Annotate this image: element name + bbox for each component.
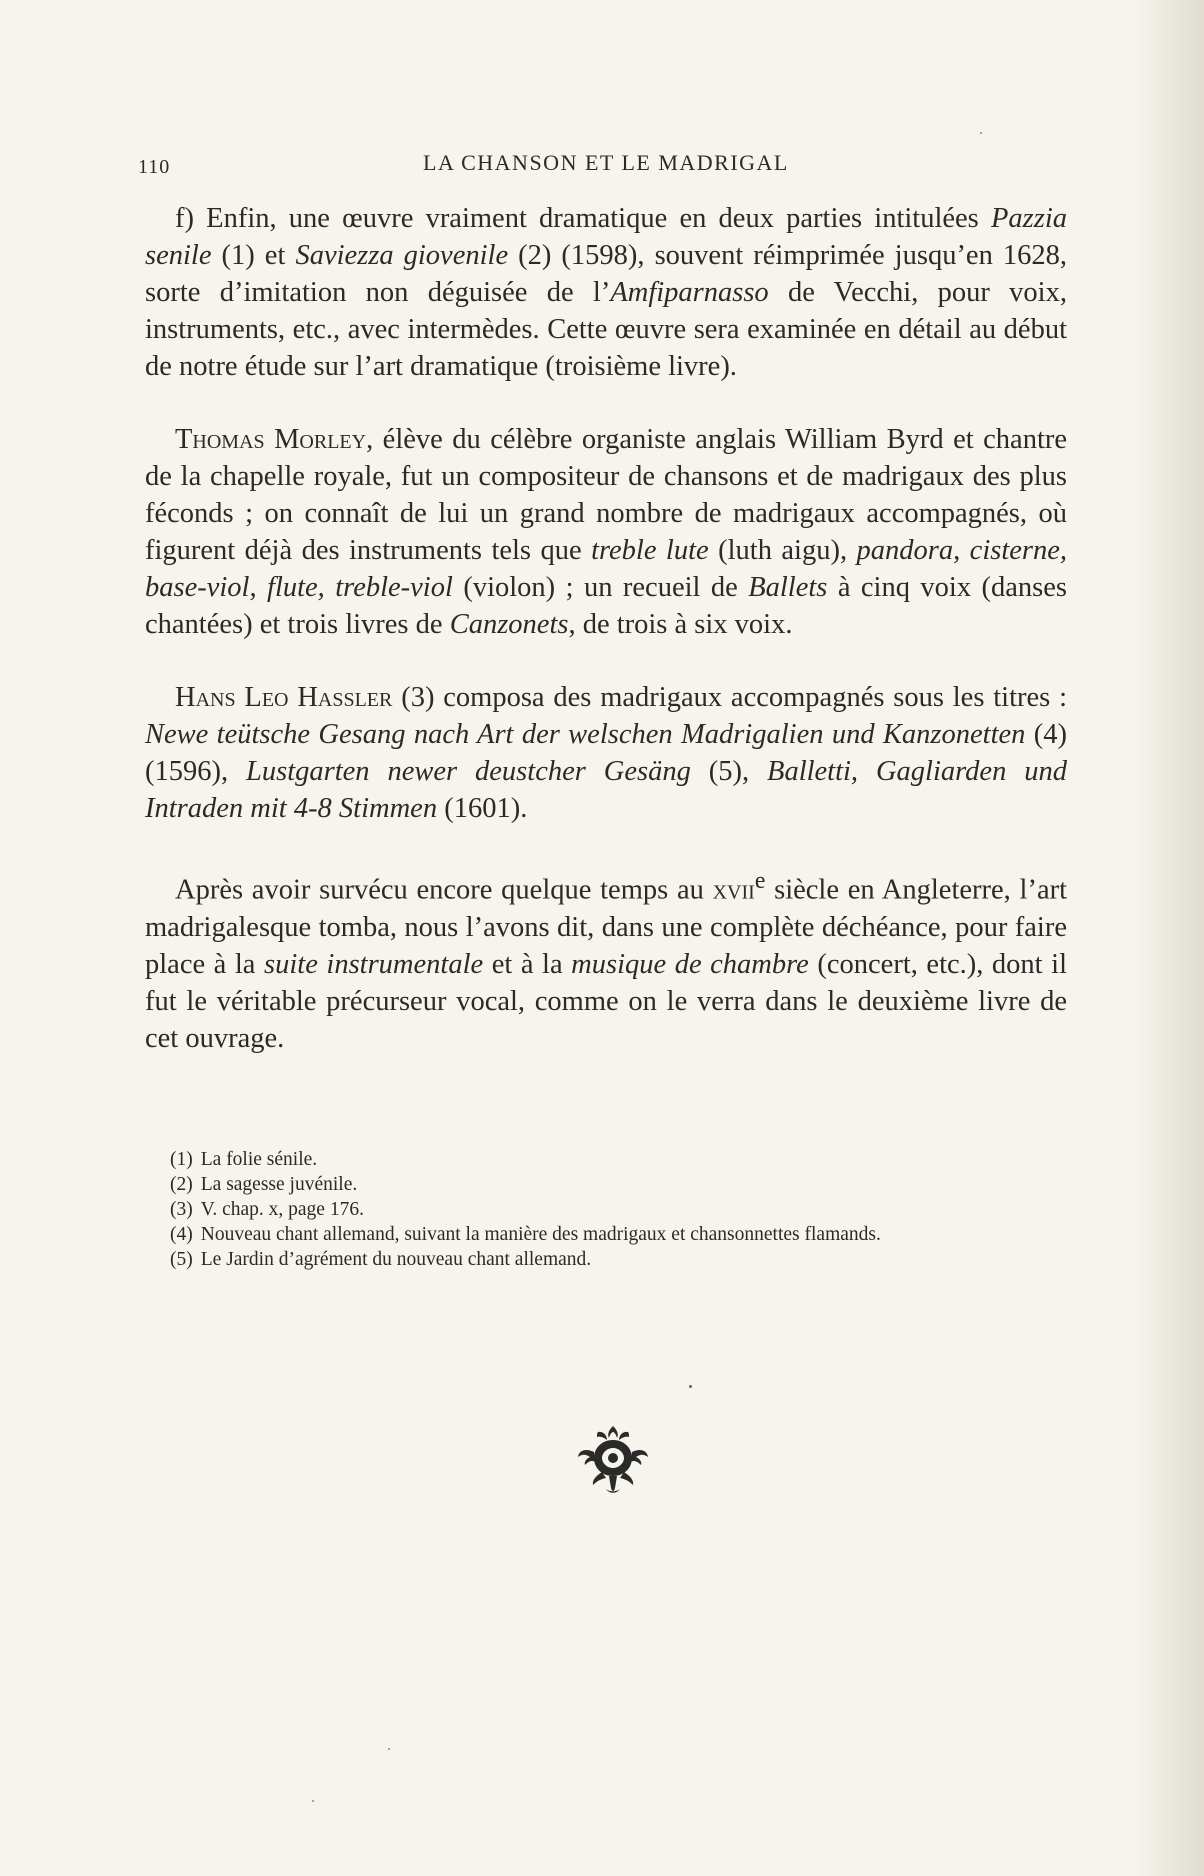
footnote-text: La sagesse juvénile. (200, 1174, 358, 1195)
work-title: Canzonets (449, 609, 569, 640)
work-title: Ballets (748, 572, 828, 603)
paragraph-f-enfin (145, 200, 1067, 385)
footnotes (170, 1147, 1070, 1272)
text-run: (violon) ; un recueil de (452, 572, 749, 603)
fleuron-ornament-icon (576, 1422, 650, 1498)
text-run: (concert, etc.), dont il fut le véritable précurseur vocal, comme on le verra dans le deuxième livre de cet ouvrage. (145, 948, 1067, 1054)
main-text (145, 200, 1067, 1093)
work-title: Amfiparnasso (610, 277, 769, 308)
footnote (170, 1197, 1070, 1222)
work-title: Balletti, Gagliarden und Intraden mit 4-8 Stimmen (145, 756, 1067, 824)
work-title: Lustgarten newer deustcher Gesäng (246, 756, 691, 787)
paragraph-apres (145, 863, 1067, 1057)
speck (312, 1800, 314, 1802)
text-run: (luth aigu), (708, 535, 857, 566)
footnote (170, 1222, 1070, 1247)
text-run: (1601). (437, 793, 528, 824)
text-run: (2) (1598), souvent réimprimée jusqu’en 1628, sorte d’imitation non déguisée de l’ (145, 240, 1067, 308)
text-run: , élève du célèbre organiste anglais William Byrd et chantre de la chapelle royale, fut un compositeur de chansons et de madrigaux des plus féconds ; on connaît de lui un grand nombre de madrigaux accompagnés, où figurent déjà des instruments tels que (145, 424, 1067, 566)
text-run: Après avoir survécu encore quelque temps au (175, 874, 713, 906)
text-run: , de trois à six voix. (568, 609, 793, 640)
footnote-text: Nouveau chant allemand, suivant la manière des madrigaux et chansonnettes flamands. (200, 1224, 881, 1245)
footnote-text: V. chap. x, page 176. (200, 1199, 364, 1220)
footnote-number: (1) (170, 1149, 193, 1170)
footnote-text: La folie sénile. (200, 1149, 318, 1170)
footnote-number: (2) (170, 1174, 193, 1195)
page-number: 110 (138, 156, 171, 178)
text-run: f) Enfin, une œuvre vraiment dramatique en deux parties intitulées (175, 203, 991, 234)
speck (980, 132, 982, 134)
work-title: Saviezza giovenile (295, 240, 509, 271)
page-edge-shadow (1134, 0, 1204, 1876)
paragraph-morley (145, 421, 1067, 643)
text-run: de Vecchi, pour voix, instruments, etc., avec intermèdes. Cette œuvre sera examinée en détail au début de notre étude sur l’art dramatique (troisième livre). (145, 277, 1067, 382)
paragraph-hassler (145, 679, 1067, 827)
instrument-name: treble lute (591, 535, 709, 566)
composer-name: Hans Leo Hassler (175, 682, 393, 713)
text-run: à cinq voix (danses chantées) et trois livres de (145, 572, 1067, 640)
text-run: et à la (483, 948, 572, 980)
footnote (170, 1247, 1070, 1272)
footnote (170, 1172, 1070, 1197)
work-title: Pazzia senile (145, 203, 1067, 271)
footnote (170, 1147, 1070, 1172)
footnote-number: (3) (170, 1199, 193, 1220)
century-numeral: xvii (712, 874, 755, 906)
ordinal-suffix: e (754, 868, 766, 894)
footnote-text: Le Jardin d’agrément du nouveau chant allemand. (200, 1249, 592, 1270)
page-header (138, 150, 1058, 184)
text-run: (1) et (211, 240, 296, 271)
instrument-name: pandora, cisterne, base-viol, flute, treble-viol (145, 535, 1068, 603)
composer-name: Thomas Morley (175, 424, 367, 455)
text-run: (4) (1596), (145, 719, 1067, 787)
footnote-number: (4) (170, 1224, 193, 1245)
text-run: siècle en Angleterre, l’art madrigalesque tomba, nous l’avons dit, dans une complète déchéance, pour faire place à la (145, 874, 1067, 980)
footnote-number: (5) (170, 1249, 193, 1270)
work-title: Newe teütsche Gesang nach Art der welschen Madrigalien und Kanzonetten (145, 719, 1026, 750)
ink-dot (689, 1385, 692, 1388)
genre-term: musique de chambre (571, 948, 809, 980)
running-title: LA CHANSON ET LE MADRIGAL (423, 150, 789, 175)
speck (388, 1748, 390, 1750)
text-run: (5), (690, 756, 768, 787)
genre-term: suite instrumentale (264, 948, 484, 980)
text-run: (3) composa des madrigaux accompagnés sous les titres : (392, 682, 1067, 713)
